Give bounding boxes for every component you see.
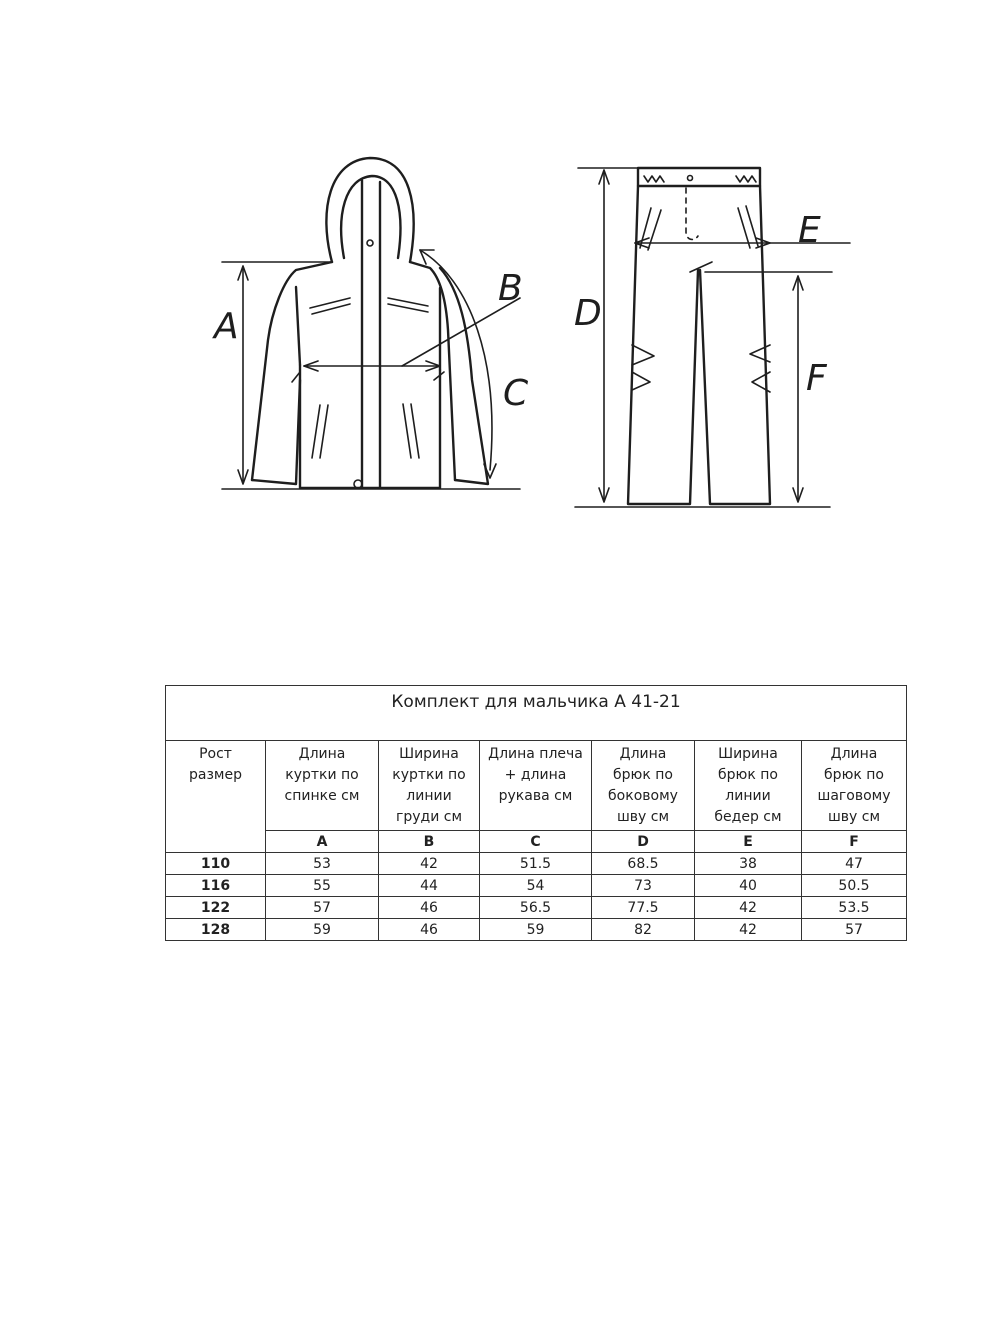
row-size: 122 xyxy=(166,897,266,919)
table-row xyxy=(166,897,907,919)
table-cell: 57 xyxy=(266,897,379,919)
column-header-line: брюк по xyxy=(613,767,673,783)
column-header-line: брюк по xyxy=(718,767,778,783)
column-letter: D xyxy=(592,831,695,853)
column-header xyxy=(802,741,907,831)
table-row xyxy=(166,875,907,897)
table-cell: 77.5 xyxy=(592,897,695,919)
table-cell: 53 xyxy=(266,853,379,875)
table-cell: 68.5 xyxy=(592,853,695,875)
table-cell: 42 xyxy=(379,853,480,875)
table-cell: 55 xyxy=(266,875,379,897)
column-header-line: + длина xyxy=(504,767,567,783)
table-cell: 51.5 xyxy=(480,853,592,875)
column-header-line: Ширина xyxy=(399,746,459,762)
label-e: E xyxy=(798,210,821,251)
table-cell: 38 xyxy=(695,853,802,875)
size-header xyxy=(166,741,266,853)
label-a: A xyxy=(214,306,239,347)
table-cell: 46 xyxy=(379,897,480,919)
column-header-line: рукава см xyxy=(498,788,573,804)
column-header-line: Ширина xyxy=(718,746,778,762)
table-cell: 73 xyxy=(592,875,695,897)
column-letter: C xyxy=(480,831,592,853)
table-cell: 42 xyxy=(695,919,802,941)
column-header xyxy=(592,741,695,831)
column-letter: F xyxy=(802,831,907,853)
column-header xyxy=(480,741,592,831)
label-c: C xyxy=(503,373,529,414)
column-header-line: Длина xyxy=(619,746,667,762)
table-cell: 57 xyxy=(802,919,907,941)
column-header xyxy=(695,741,802,831)
size-chart-table xyxy=(165,685,907,941)
column-header-line: Длина xyxy=(830,746,878,762)
column-header-line: куртки по xyxy=(392,767,466,783)
column-header xyxy=(266,741,379,831)
row-size: 110 xyxy=(166,853,266,875)
column-header-line: бедер см xyxy=(714,809,782,825)
label-f: F xyxy=(806,358,827,399)
column-header-line: куртки по xyxy=(285,767,359,783)
table-cell: 59 xyxy=(266,919,379,941)
label-d: D xyxy=(574,293,602,334)
size-header-line: размер xyxy=(189,767,242,783)
table-cell: 56.5 xyxy=(480,897,592,919)
table-cell: 40 xyxy=(695,875,802,897)
table-title-row xyxy=(166,686,907,741)
table-cell: 53.5 xyxy=(802,897,907,919)
label-b: B xyxy=(498,268,523,309)
table-cell: 59 xyxy=(480,919,592,941)
row-size: 116 xyxy=(166,875,266,897)
column-header-line: Длина плеча xyxy=(488,746,583,762)
column-letter: E xyxy=(695,831,802,853)
size-header-line: Рост xyxy=(199,746,232,762)
table-cell: 47 xyxy=(802,853,907,875)
column-header-line: шву см xyxy=(827,809,881,825)
table-title: Комплект для мальчика А 41-21 xyxy=(166,686,907,741)
column-header-line: шаговому xyxy=(817,788,891,804)
column-header-line: шву см xyxy=(616,809,670,825)
column-header xyxy=(379,741,480,831)
column-header-line: боковому xyxy=(608,788,678,804)
table-cell: 54 xyxy=(480,875,592,897)
table-cell: 50.5 xyxy=(802,875,907,897)
table-cell: 44 xyxy=(379,875,480,897)
table-header-row xyxy=(166,741,907,831)
column-header-line: линии xyxy=(725,788,771,804)
table-letter-row xyxy=(166,831,907,853)
column-header-line: брюк по xyxy=(824,767,884,783)
column-header-line: спинке см xyxy=(284,788,360,804)
column-header-line: Длина xyxy=(298,746,346,762)
row-size: 128 xyxy=(166,919,266,941)
column-header-line: груди см xyxy=(395,809,462,825)
column-header-line: линии xyxy=(406,788,452,804)
column-letter: B xyxy=(379,831,480,853)
table-cell: 42 xyxy=(695,897,802,919)
jacket-sketch xyxy=(222,158,520,489)
table-row xyxy=(166,853,907,875)
table-cell: 46 xyxy=(379,919,480,941)
column-letter: A xyxy=(266,831,379,853)
table-cell: 82 xyxy=(592,919,695,941)
table-row xyxy=(166,919,907,941)
